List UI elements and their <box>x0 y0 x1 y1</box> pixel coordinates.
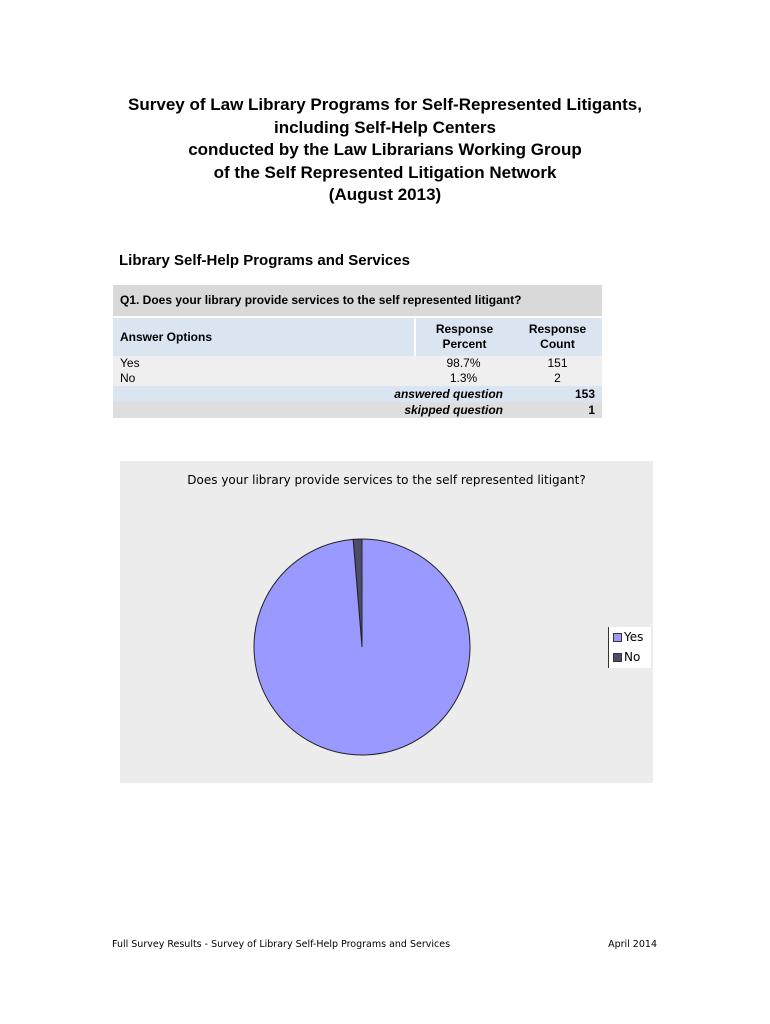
legend-label: Yes <box>624 630 644 644</box>
response-count: 151 <box>547 356 568 370</box>
header-text: Response <box>528 322 587 336</box>
answered-value: 153 <box>574 387 595 401</box>
answered-row <box>113 386 602 402</box>
table-row <box>113 371 602 386</box>
header-row <box>113 316 602 356</box>
skipped-label: skipped question <box>404 403 503 417</box>
title-line: of the Self Represented Litigation Network <box>213 162 557 182</box>
chart-legend <box>608 627 651 668</box>
header-text: Percent <box>442 337 487 351</box>
legend-label: No <box>624 650 641 664</box>
header-response-count <box>513 318 602 356</box>
question-row: Q1. Does your library provide services to the self represented litigant? <box>113 285 602 316</box>
footer-right: April 2014 <box>608 939 657 950</box>
skipped-row <box>113 402 602 418</box>
legend-swatch <box>613 653 622 662</box>
header-response-percent <box>414 318 513 356</box>
skipped-value: 1 <box>588 403 595 417</box>
survey-table <box>113 285 602 418</box>
response-percent: 1.3% <box>449 371 478 385</box>
legend-item-yes <box>609 627 651 647</box>
title-line: conducted by the Law Librarians Working Group <box>188 140 582 159</box>
title-line: (August 2013) <box>328 185 442 204</box>
chart-title-text: Does your library provide services to the self represented litigant? <box>187 473 586 487</box>
section-heading: Library Self-Help Programs and Services <box>119 252 410 269</box>
header-text: Response <box>435 322 494 336</box>
response-count: 2 <box>554 371 561 385</box>
title-line: including Self-Help Centers <box>274 117 496 137</box>
pie-slice-yes <box>254 539 470 755</box>
answer-option: No <box>120 371 136 385</box>
answer-option: Yes <box>120 356 140 370</box>
pie-chart <box>120 461 653 783</box>
document-title <box>0 94 770 207</box>
pie-svg <box>120 461 653 783</box>
legend-item-no <box>609 647 651 667</box>
header-answer-options: Answer Options <box>120 330 213 344</box>
footer-left: Full Survey Results - Survey of Library Self-Help Programs and Services <box>112 939 451 950</box>
response-percent: 98.7% <box>446 356 481 370</box>
table-row <box>113 356 602 371</box>
answered-label: answered question <box>394 387 503 401</box>
legend-swatch <box>613 633 622 642</box>
header-text: Count <box>540 337 575 351</box>
title-line: Survey of Law Library Programs for Self-Represented Litigants, <box>128 95 642 114</box>
